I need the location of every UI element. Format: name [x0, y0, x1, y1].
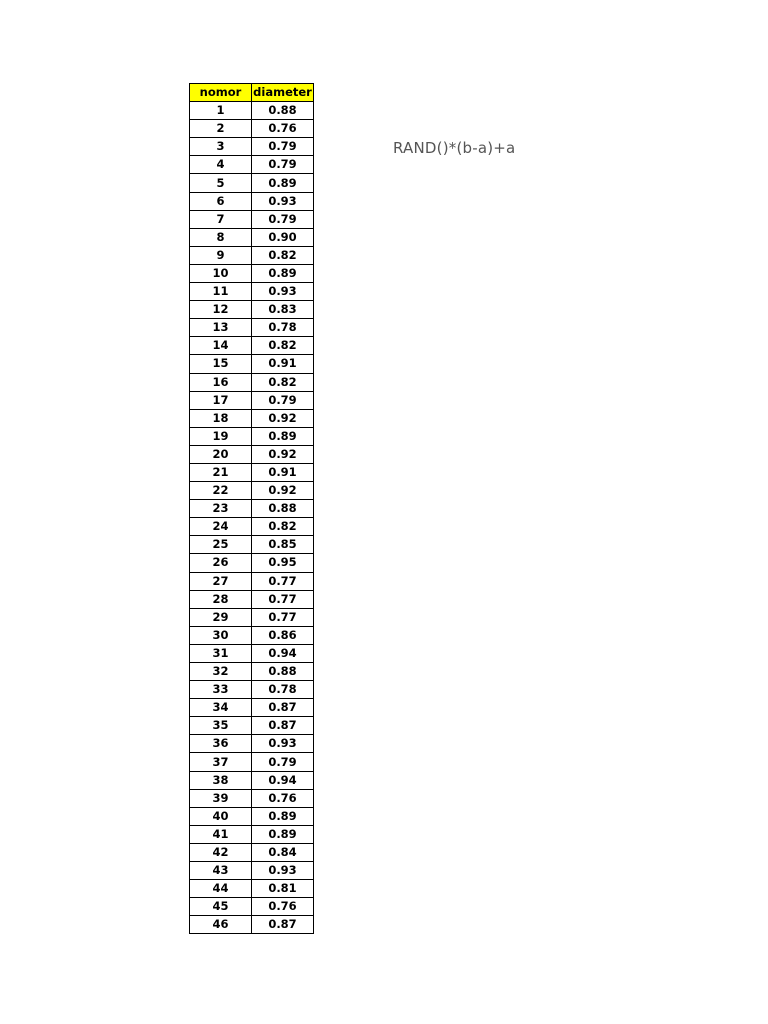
cell-diameter[interactable]: 0.91: [252, 463, 314, 481]
cell-nomor[interactable]: 2: [190, 120, 252, 138]
diameter-table: [189, 83, 314, 934]
cell-nomor[interactable]: 34: [190, 699, 252, 717]
cell-diameter[interactable]: 0.92: [252, 409, 314, 427]
cell-diameter[interactable]: 0.77: [252, 572, 314, 590]
cell-nomor[interactable]: 40: [190, 807, 252, 825]
cell-nomor[interactable]: 16: [190, 373, 252, 391]
cell-diameter[interactable]: 0.89: [252, 264, 314, 282]
formula-note[interactable]: RAND()*(b-a)+a: [393, 139, 516, 157]
table-row: [190, 409, 314, 427]
table-row: [190, 771, 314, 789]
cell-diameter[interactable]: 0.94: [252, 644, 314, 662]
table-body: [190, 102, 314, 934]
cell-nomor[interactable]: 30: [190, 626, 252, 644]
cell-nomor[interactable]: 19: [190, 427, 252, 445]
cell-nomor[interactable]: 29: [190, 608, 252, 626]
cell-diameter[interactable]: 0.94: [252, 771, 314, 789]
cell-diameter[interactable]: 0.87: [252, 699, 314, 717]
cell-diameter[interactable]: 0.87: [252, 916, 314, 934]
cell-diameter[interactable]: 0.79: [252, 391, 314, 409]
cell-diameter[interactable]: 0.86: [252, 626, 314, 644]
cell-diameter[interactable]: 0.77: [252, 590, 314, 608]
cell-diameter[interactable]: 0.76: [252, 120, 314, 138]
cell-nomor[interactable]: 33: [190, 681, 252, 699]
cell-diameter[interactable]: 0.89: [252, 427, 314, 445]
cell-diameter[interactable]: 0.82: [252, 518, 314, 536]
cell-nomor[interactable]: 21: [190, 463, 252, 481]
cell-nomor[interactable]: 42: [190, 843, 252, 861]
cell-diameter[interactable]: 0.88: [252, 663, 314, 681]
table-row: [190, 644, 314, 662]
cell-diameter[interactable]: 0.89: [252, 807, 314, 825]
header-nomor[interactable]: nomor: [190, 84, 252, 102]
table-row: [190, 373, 314, 391]
table-row: [190, 427, 314, 445]
table-row: [190, 717, 314, 735]
cell-nomor[interactable]: 14: [190, 337, 252, 355]
cell-diameter[interactable]: 0.83: [252, 301, 314, 319]
cell-nomor[interactable]: 1: [190, 102, 252, 120]
cell-nomor[interactable]: 28: [190, 590, 252, 608]
cell-nomor[interactable]: 8: [190, 228, 252, 246]
table-row: [190, 500, 314, 518]
cell-nomor[interactable]: 11: [190, 283, 252, 301]
cell-nomor[interactable]: 13: [190, 319, 252, 337]
table-row: [190, 807, 314, 825]
cell-nomor[interactable]: 31: [190, 644, 252, 662]
table-row: [190, 174, 314, 192]
cell-diameter[interactable]: 0.93: [252, 735, 314, 753]
table-row: [190, 862, 314, 880]
table-row: [190, 283, 314, 301]
cell-nomor[interactable]: 17: [190, 391, 252, 409]
cell-nomor[interactable]: 22: [190, 482, 252, 500]
table-row: [190, 228, 314, 246]
cell-diameter[interactable]: 0.77: [252, 608, 314, 626]
table-row: [190, 264, 314, 282]
cell-diameter[interactable]: 0.93: [252, 862, 314, 880]
cell-diameter[interactable]: 0.88: [252, 500, 314, 518]
table-row: [190, 337, 314, 355]
cell-diameter[interactable]: 0.88: [252, 102, 314, 120]
cell-nomor[interactable]: 10: [190, 264, 252, 282]
cell-diameter[interactable]: 0.82: [252, 246, 314, 264]
cell-nomor[interactable]: 26: [190, 554, 252, 572]
cell-nomor[interactable]: 9: [190, 246, 252, 264]
cell-nomor[interactable]: 23: [190, 500, 252, 518]
cell-nomor[interactable]: 3: [190, 138, 252, 156]
table-row: [190, 301, 314, 319]
cell-diameter[interactable]: 0.76: [252, 898, 314, 916]
table-row: [190, 246, 314, 264]
cell-diameter[interactable]: 0.85: [252, 536, 314, 554]
cell-nomor[interactable]: 45: [190, 898, 252, 916]
cell-nomor[interactable]: 35: [190, 717, 252, 735]
header-diameter[interactable]: diameter: [252, 84, 314, 102]
table-row: [190, 572, 314, 590]
cell-diameter[interactable]: 0.92: [252, 482, 314, 500]
table-row: [190, 355, 314, 373]
cell-nomor[interactable]: 44: [190, 880, 252, 898]
table-row: [190, 753, 314, 771]
table-row: [190, 138, 314, 156]
cell-diameter[interactable]: 0.89: [252, 825, 314, 843]
cell-nomor[interactable]: 36: [190, 735, 252, 753]
table-row: [190, 916, 314, 934]
cell-nomor[interactable]: 27: [190, 572, 252, 590]
table-row: [190, 536, 314, 554]
table-row: [190, 608, 314, 626]
table-row: [190, 825, 314, 843]
table-row: [190, 699, 314, 717]
cell-diameter[interactable]: 0.93: [252, 283, 314, 301]
cell-diameter[interactable]: 0.79: [252, 138, 314, 156]
cell-diameter[interactable]: 0.78: [252, 319, 314, 337]
cell-diameter[interactable]: 0.92: [252, 445, 314, 463]
cell-diameter[interactable]: 0.82: [252, 337, 314, 355]
cell-nomor[interactable]: 20: [190, 445, 252, 463]
cell-diameter[interactable]: 0.87: [252, 717, 314, 735]
cell-diameter[interactable]: 0.79: [252, 156, 314, 174]
table-row: [190, 156, 314, 174]
table-row: [190, 319, 314, 337]
table-row: [190, 518, 314, 536]
cell-diameter[interactable]: 0.89: [252, 174, 314, 192]
table-row: [190, 735, 314, 753]
table-row: [190, 590, 314, 608]
table-row: [190, 843, 314, 861]
table-row: [190, 898, 314, 916]
cell-nomor[interactable]: 32: [190, 663, 252, 681]
cell-nomor[interactable]: 5: [190, 174, 252, 192]
table-row: [190, 102, 314, 120]
cell-diameter[interactable]: 0.79: [252, 753, 314, 771]
cell-diameter[interactable]: 0.78: [252, 681, 314, 699]
table-row: [190, 681, 314, 699]
cell-nomor[interactable]: 39: [190, 789, 252, 807]
table-row: [190, 482, 314, 500]
cell-diameter[interactable]: 0.84: [252, 843, 314, 861]
cell-nomor[interactable]: 41: [190, 825, 252, 843]
table-row: [190, 554, 314, 572]
table-row: [190, 789, 314, 807]
cell-nomor[interactable]: 46: [190, 916, 252, 934]
cell-nomor[interactable]: 7: [190, 210, 252, 228]
cell-nomor[interactable]: 4: [190, 156, 252, 174]
table-row: [190, 626, 314, 644]
table-row: [190, 210, 314, 228]
table-row: [190, 192, 314, 210]
cell-diameter[interactable]: 0.91: [252, 355, 314, 373]
cell-nomor[interactable]: 15: [190, 355, 252, 373]
cell-nomor[interactable]: 12: [190, 301, 252, 319]
table-row: [190, 120, 314, 138]
cell-diameter[interactable]: 0.79: [252, 210, 314, 228]
cell-nomor[interactable]: 37: [190, 753, 252, 771]
cell-nomor[interactable]: 6: [190, 192, 252, 210]
cell-diameter[interactable]: 0.82: [252, 373, 314, 391]
cell-diameter[interactable]: 0.76: [252, 789, 314, 807]
table-row: [190, 880, 314, 898]
cell-nomor[interactable]: 18: [190, 409, 252, 427]
cell-nomor[interactable]: 43: [190, 862, 252, 880]
cell-diameter[interactable]: 0.93: [252, 192, 314, 210]
cell-diameter[interactable]: 0.81: [252, 880, 314, 898]
cell-nomor[interactable]: 24: [190, 518, 252, 536]
table-row: [190, 463, 314, 481]
cell-nomor[interactable]: 38: [190, 771, 252, 789]
header-row: [190, 84, 314, 102]
table-row: [190, 445, 314, 463]
table-row: [190, 663, 314, 681]
table-row: [190, 391, 314, 409]
cell-diameter[interactable]: 0.95: [252, 554, 314, 572]
cell-nomor[interactable]: 25: [190, 536, 252, 554]
cell-diameter[interactable]: 0.90: [252, 228, 314, 246]
